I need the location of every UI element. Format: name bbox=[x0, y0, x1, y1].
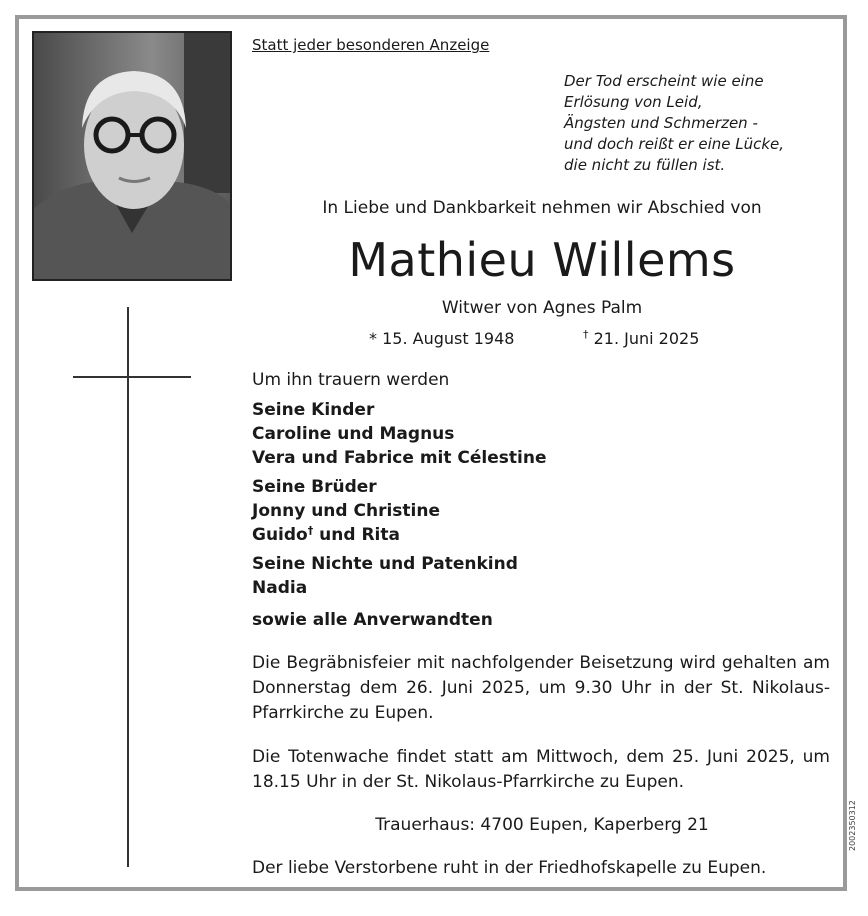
family-group-heading: Seine Kinder bbox=[252, 400, 375, 420]
guido-name: Guido bbox=[252, 525, 308, 545]
family-line: Vera und Fabrice mit Célestine bbox=[252, 448, 547, 468]
resting-place: Der liebe Verstorbene ruht in der Friedhofskapelle zu Eupen. bbox=[252, 858, 767, 878]
family-group-heading: Seine Nichte und Patenkind bbox=[252, 554, 518, 574]
family-group-niece bbox=[252, 552, 518, 600]
birth-date-line bbox=[369, 329, 514, 348]
portrait-image bbox=[34, 33, 230, 279]
top-note: Statt jeder besonderen Anzeige bbox=[252, 36, 490, 54]
deceased-cross-icon: † bbox=[307, 524, 314, 537]
portrait-photo bbox=[32, 31, 232, 281]
death-date: 21. Juni 2025 bbox=[593, 329, 700, 348]
poem-line: und doch reißt er eine Lücke, bbox=[564, 135, 785, 153]
poem-line: die nicht zu füllen ist. bbox=[564, 156, 726, 174]
cross-horizontal-bar bbox=[73, 376, 191, 378]
intro-line: In Liebe und Dankbarkeit nehmen wir Abschied von bbox=[322, 198, 762, 218]
family-line-guido bbox=[252, 523, 440, 549]
poem-line: Erlösung von Leid, bbox=[564, 93, 703, 111]
mourning-house: Trauerhaus: 4700 Eupen, Kaperberg 21 bbox=[375, 815, 709, 835]
guido-rest: und Rita bbox=[313, 525, 400, 545]
death-date-line bbox=[583, 329, 699, 348]
family-group-heading: Seine Brüder bbox=[252, 477, 377, 497]
vigil-paragraph: Die Totenwache findet statt am Mittwoch, dem 25. Juni 2025, um 18.15 Uhr in der St. Nikolaus-Pfarrkirche zu Eupen. bbox=[252, 747, 830, 792]
death-cross-icon: † bbox=[583, 328, 589, 341]
other-relatives: sowie alle Anverwandten bbox=[252, 610, 493, 630]
funeral-paragraph: Die Begräbnisfeier mit nachfolgender Beisetzung wird gehalten am Donnerstag dem 26. Juni 2025, um 9.30 Uhr in der St. Nikolaus-Pfarrkirche zu Eupen. bbox=[252, 653, 830, 723]
deceased-name: Mathieu Willems bbox=[348, 233, 736, 287]
family-line: Nadia bbox=[252, 578, 308, 598]
birth-symbol: * bbox=[369, 329, 377, 348]
widow-line: Witwer von Agnes Palm bbox=[441, 298, 643, 318]
family-line: Jonny und Christine bbox=[252, 501, 440, 521]
poem-line: Ängsten und Schmerzen - bbox=[564, 114, 758, 132]
reference-number: 2002350312 bbox=[848, 800, 857, 851]
cross-vertical-bar bbox=[127, 307, 129, 867]
family-group-children bbox=[252, 398, 546, 470]
mourners-lead: Um ihn trauern werden bbox=[252, 370, 450, 390]
family-line: Caroline und Magnus bbox=[252, 424, 455, 444]
birth-date: 15. August 1948 bbox=[382, 329, 515, 348]
poem bbox=[564, 71, 834, 176]
poem-line: Der Tod erscheint wie eine bbox=[564, 72, 764, 90]
family-group-brothers bbox=[252, 475, 440, 549]
